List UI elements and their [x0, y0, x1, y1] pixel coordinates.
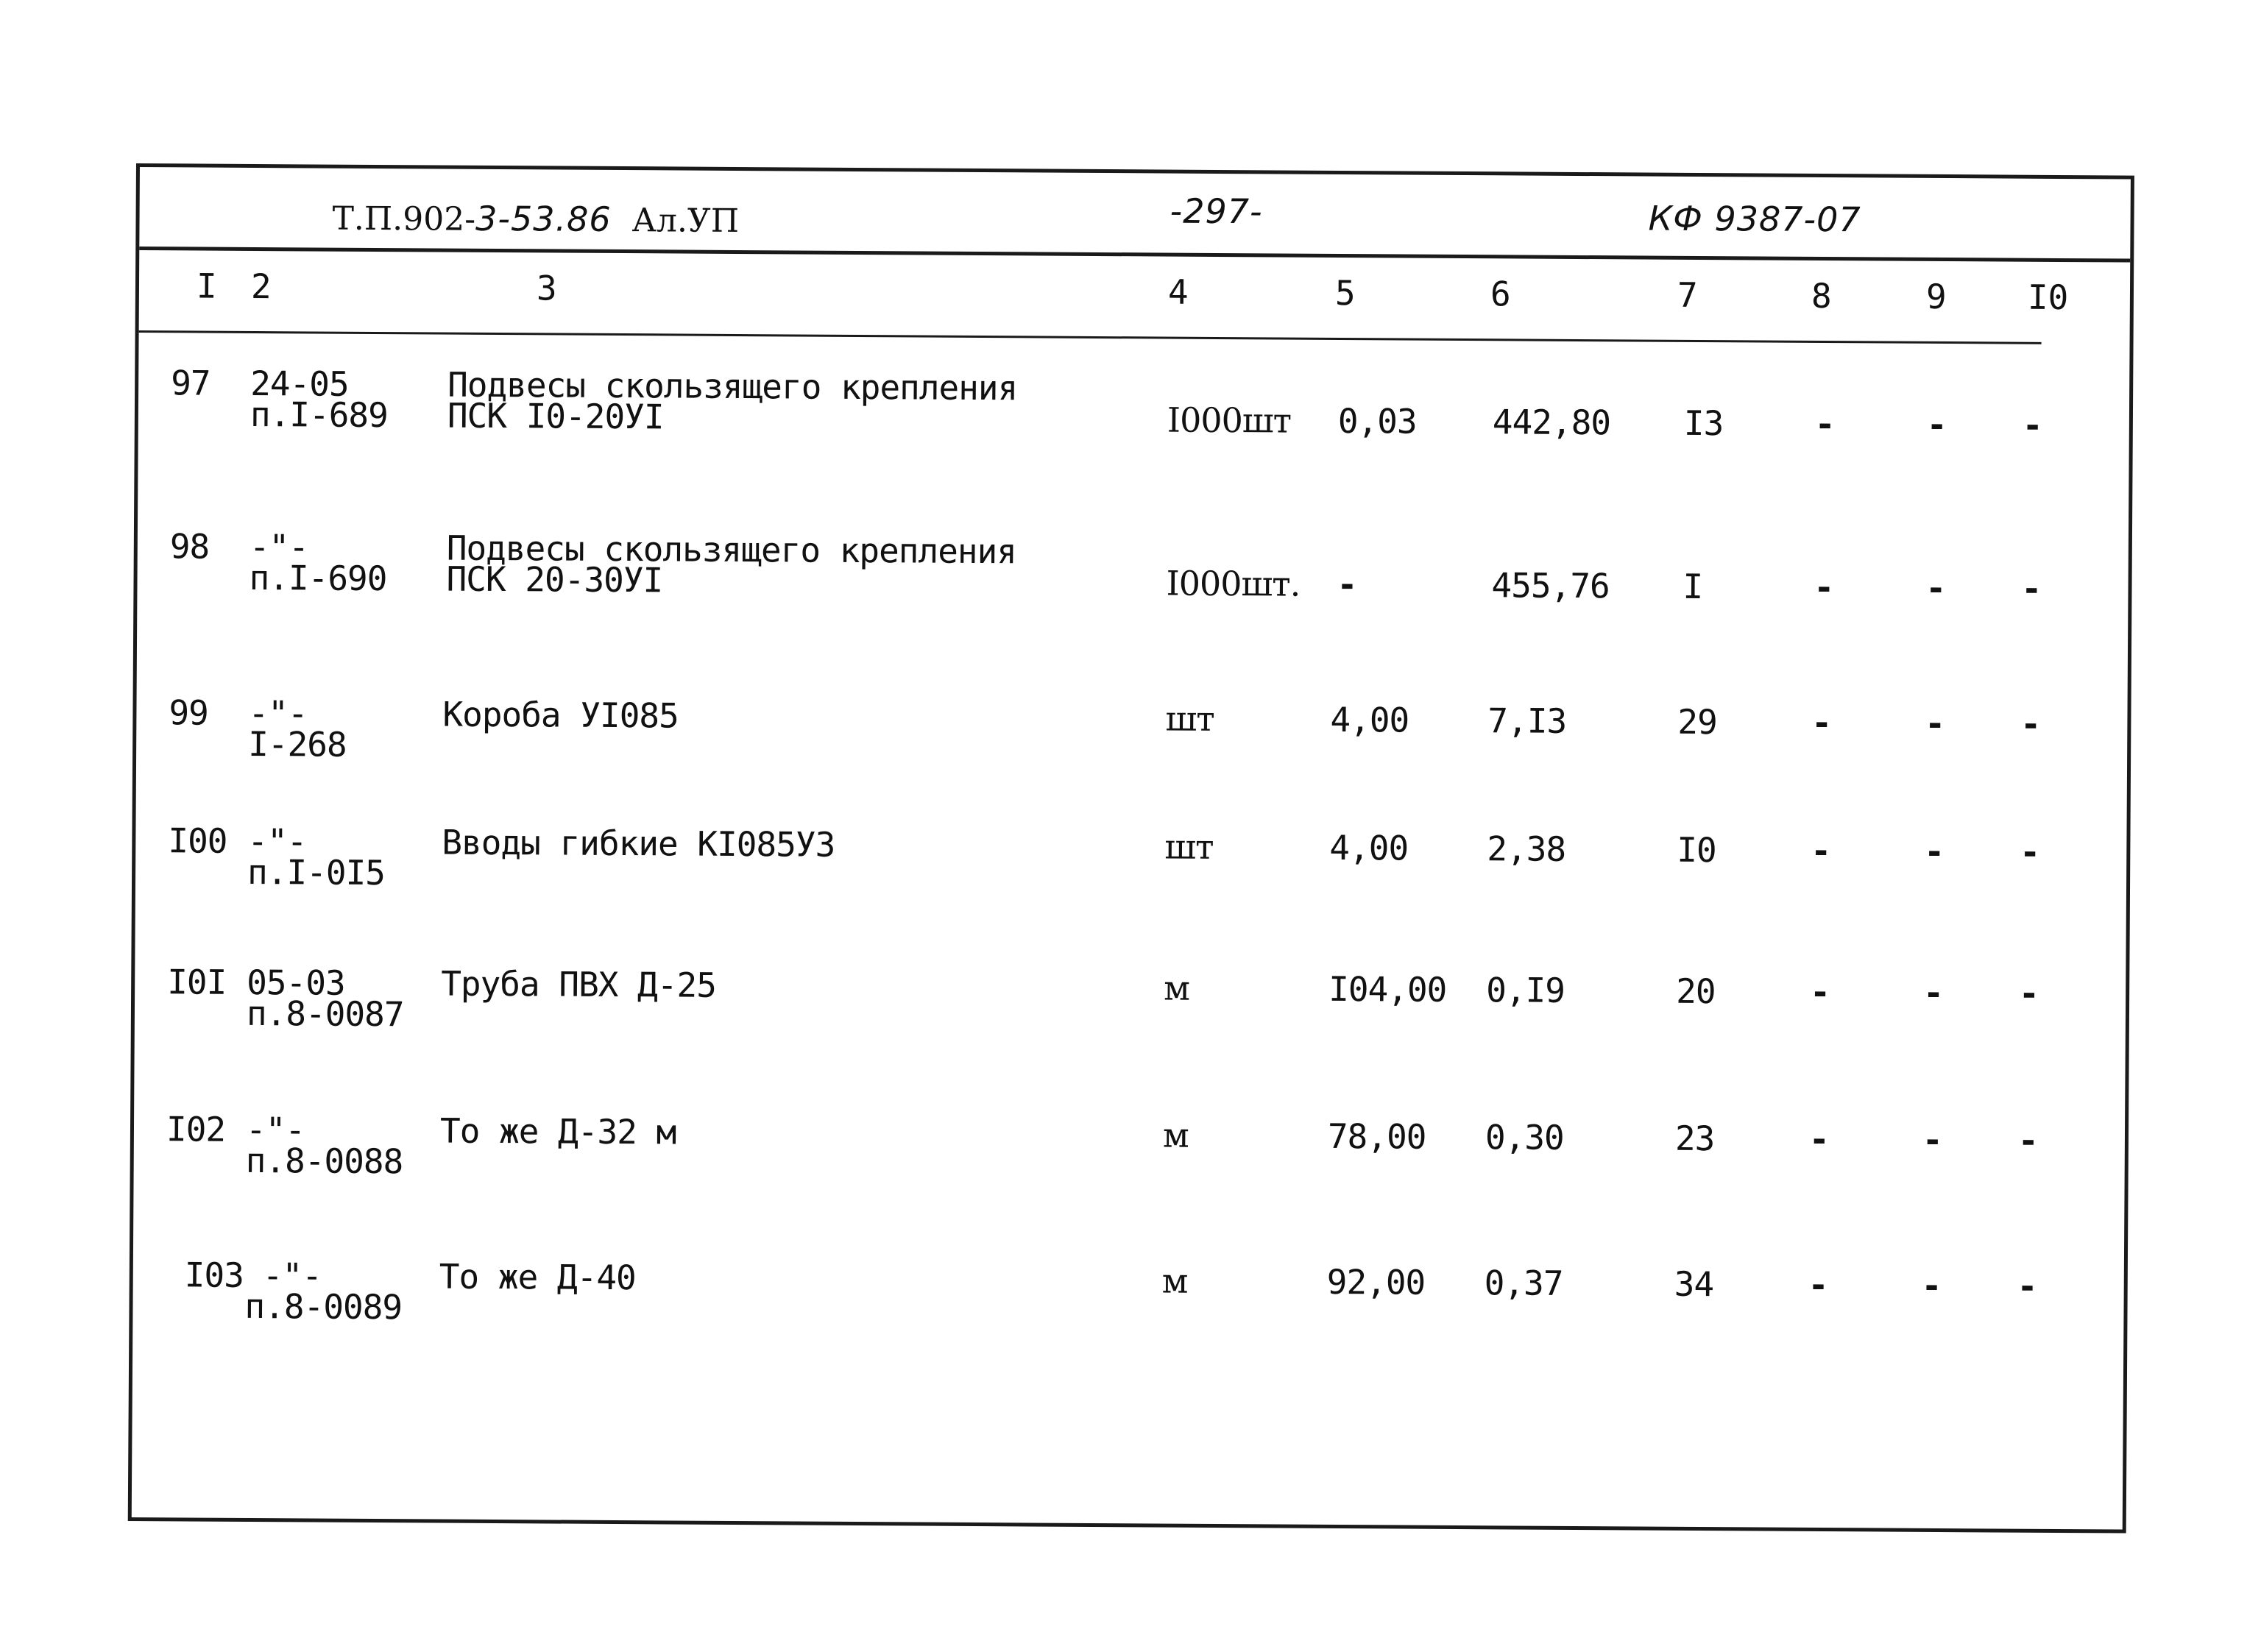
row-column-10: - [2020, 832, 2041, 872]
row-unit: I000шт [1167, 400, 1292, 441]
column-header-8: 8 [1811, 275, 1832, 316]
row-unit: I000шт. [1166, 563, 1301, 604]
row-code-line-1: -"- [247, 820, 307, 862]
row-column-7: I [1683, 566, 1703, 607]
row-column-7: 20 [1676, 971, 1716, 1012]
row-column-9: - [1926, 404, 1947, 445]
row-quantity: 4,00 [1330, 699, 1409, 740]
row-code-line-2: п.I-0I5 [247, 851, 386, 893]
row-code-line-1: 05-03 [247, 962, 345, 1003]
row-code-line-2: п.8-0087 [246, 993, 404, 1035]
row-code-line-2: п.8-0088 [245, 1140, 403, 1182]
row-description: Труба ПВХ Д-25 [441, 963, 717, 1005]
row-number: 98 [169, 526, 210, 567]
document-code [332, 198, 740, 241]
row-quantity: - [1337, 564, 1358, 605]
row-code-line-1: -"- [248, 692, 308, 734]
column-header-2: 2 [250, 266, 272, 307]
row-column-7: 29 [1677, 701, 1717, 742]
column-header-1: I [196, 266, 217, 306]
row-quantity: 78,00 [1327, 1116, 1426, 1157]
row-code-line-1: 24-05 [250, 363, 349, 404]
row-unit: шт [1165, 698, 1214, 739]
document-sheet [128, 163, 2134, 1534]
document-code-suffix: Ал.УП [631, 202, 740, 241]
row-code-line-1: -"- [262, 1255, 322, 1296]
page-number: -297- [1170, 191, 1263, 232]
row-column-9: - [1922, 1119, 1943, 1160]
row-column-10: - [2018, 973, 2040, 1013]
row-number: 99 [169, 692, 208, 733]
document-code-prefix: Т.П.902- [332, 199, 476, 238]
row-description-line-2: ПСК 20-30УI [446, 559, 663, 600]
row-number: 97 [171, 363, 210, 403]
row-code-line-2: I-268 [248, 723, 347, 765]
row-quantity: I04,00 [1328, 968, 1447, 1010]
column-header-4: 4 [1167, 272, 1189, 312]
row-number: I00 [168, 820, 227, 861]
sheet-code: КФ 9387-07 [1648, 198, 1861, 240]
row-description: То же Д-32 м [439, 1110, 676, 1152]
row-code-line-1: -"- [245, 1109, 305, 1150]
row-column-7: 34 [1674, 1263, 1714, 1305]
column-header-3: 3 [536, 268, 557, 308]
column-header-7: 7 [1677, 274, 1698, 315]
row-price: 0,30 [1485, 1117, 1564, 1158]
column-header-9: 9 [1925, 276, 1947, 317]
row-code-line-1: -"- [249, 526, 309, 567]
row-unit: м [1162, 1115, 1189, 1155]
row-column-9: - [1921, 1265, 1942, 1306]
row-column-9: - [1922, 972, 1945, 1013]
row-quantity: 4,00 [1329, 827, 1409, 868]
row-column-8: - [1809, 971, 1831, 1013]
row-number: I02 [166, 1109, 226, 1149]
row-price: 7,I3 [1487, 701, 1567, 741]
row-column-7: I0 [1677, 829, 1716, 871]
row-column-8: - [1814, 403, 1836, 444]
row-price: 442,80 [1492, 402, 1611, 443]
row-code-line-2: п.I-689 [250, 394, 388, 436]
header-rule [139, 247, 2130, 263]
row-description: То же Д-40 [439, 1256, 636, 1298]
row-column-7: 23 [1674, 1118, 1715, 1159]
row-price: 0,I9 [1486, 970, 1565, 1010]
row-description-line-1: Подвесы скользящего крепления [447, 364, 1018, 408]
row-column-10: - [2022, 405, 2043, 445]
row-number: I03 [184, 1255, 244, 1295]
row-column-9: - [1925, 567, 1947, 609]
row-description-line-2: ПСК I0-20УI [447, 395, 664, 437]
column-header-6: 6 [1490, 274, 1511, 314]
row-column-8: - [1811, 702, 1833, 743]
column-header-10: I0 [2027, 277, 2069, 318]
row-column-8: - [1808, 1119, 1830, 1160]
row-column-10: - [2017, 1120, 2039, 1160]
row-unit: шт [1164, 826, 1214, 867]
row-description: Короба УI085 [442, 694, 679, 736]
row-column-9: - [1925, 703, 1946, 744]
row-column-10: - [2021, 568, 2042, 609]
row-column-7: I3 [1683, 403, 1724, 444]
row-unit: м [1164, 968, 1190, 1008]
row-quantity: 0,03 [1337, 400, 1417, 442]
row-description-line-1: Подвесы скользящего крепления [446, 528, 1017, 572]
row-column-8: - [1811, 830, 1832, 871]
column-header-5: 5 [1334, 272, 1356, 313]
row-code-line-2: п.8-0089 [244, 1286, 403, 1327]
row-column-8: - [1814, 567, 1835, 608]
row-code-line-2: п.I-690 [249, 557, 387, 599]
row-column-9: - [1924, 831, 1945, 872]
column-header-rule [139, 330, 2042, 344]
row-column-10: - [2020, 703, 2042, 744]
row-unit: м [1161, 1261, 1188, 1301]
row-quantity: 92,00 [1326, 1261, 1426, 1302]
document-code-handwritten: 3-53.86 [475, 198, 612, 239]
row-number: I0I [167, 962, 227, 1002]
row-column-10: - [2017, 1266, 2038, 1306]
row-column-8: - [1808, 1264, 1829, 1305]
row-price: 455,76 [1491, 565, 1610, 606]
row-price: 0,37 [1484, 1263, 1563, 1303]
row-price: 2,38 [1487, 829, 1566, 869]
row-description: Вводы гибкие КI085У3 [442, 822, 835, 865]
